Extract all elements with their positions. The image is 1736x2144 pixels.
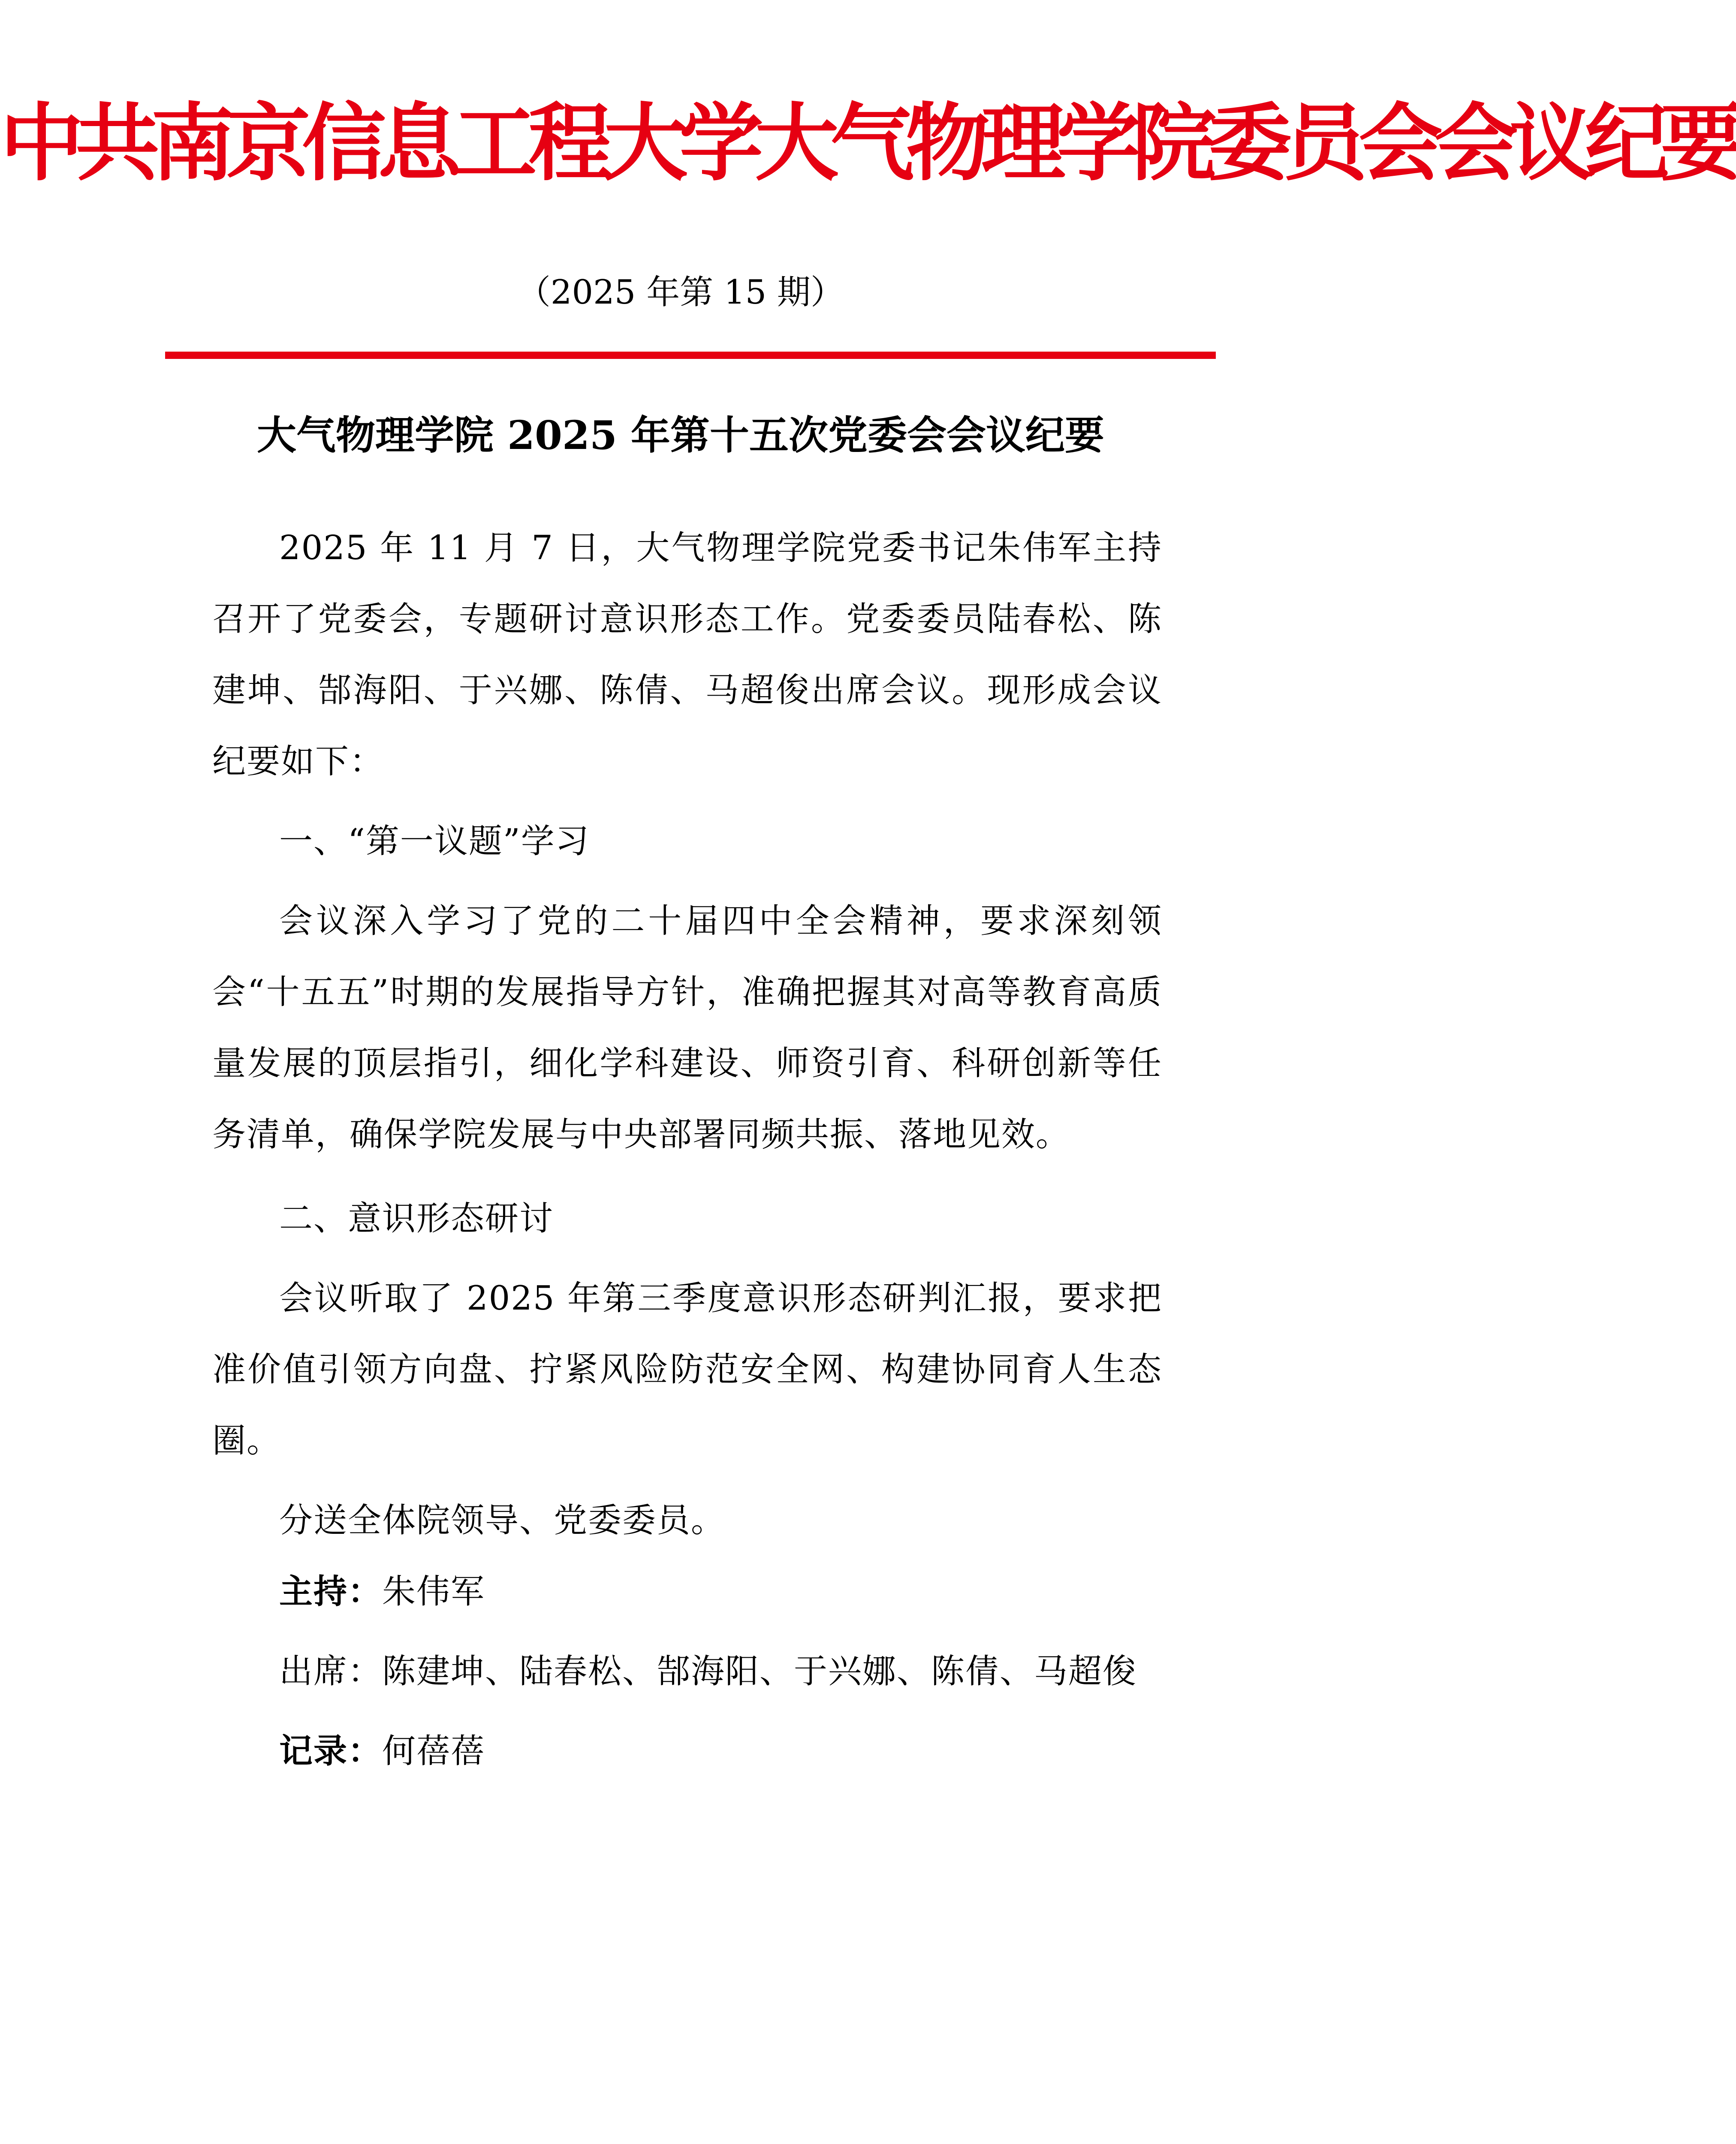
section-heading-2: 二、意识形态研讨 [279,1199,554,1238]
attendees-label: 出席： [279,1652,383,1691]
recorder-label: 记录： [279,1732,383,1771]
distribution-line: 分送全体院领导、党委委员。 [279,1501,726,1540]
masthead-title: 中共南京信息工程大学大气物理学院委员会会议纪要 [0,95,1736,193]
section-body-1: 会议深入学习了党的二十届四中全会精神，要求深刻领会“十五五”时期的发展指导方针，准确把握其对高等教育高质量发展的顶层指引，细化学科建设、师资引育、科研创新等任务清单，确保学院发展与中央部署同频共振、落地见效。 [212,902,1162,1154]
section-heading-1: 一、“第一议题”学习 [279,822,590,861]
recorder-name: 何蓓蓓 [382,1732,485,1771]
host-label: 主持： [279,1572,383,1611]
intro-paragraph: 2025 年 11 月 7 日，大气物理学院党委书记朱伟军主持召开了党委会，专题研讨意识形态工作。党委委员陆春松、陈建坤、郜海阳、于兴娜、陈倩、马超俊出席会议。现形成会议纪要如下： [212,529,1162,781]
issue-number: （2025 年第 15 期） [517,273,844,312]
host-line [212,1556,1162,1627]
attendees-names: 陈建坤、陆春松、郜海阳、于兴娜、陈倩、马超俊 [382,1652,1137,1691]
document-title: 大气物理学院 2025 年第十五次党委会会议纪要 [256,412,1105,458]
host-name: 朱伟军 [382,1572,485,1611]
recorder-line [212,1716,1162,1787]
red-divider [165,352,1216,359]
document-body [212,512,1162,1787]
attendees-line [212,1636,1162,1707]
section-body-2: 会议听取了 2025 年第三季度意识形态研判汇报，要求把准价值引领方向盘、拧紧风险防范安全网、构建协同育人生态圈。 [212,1279,1162,1460]
